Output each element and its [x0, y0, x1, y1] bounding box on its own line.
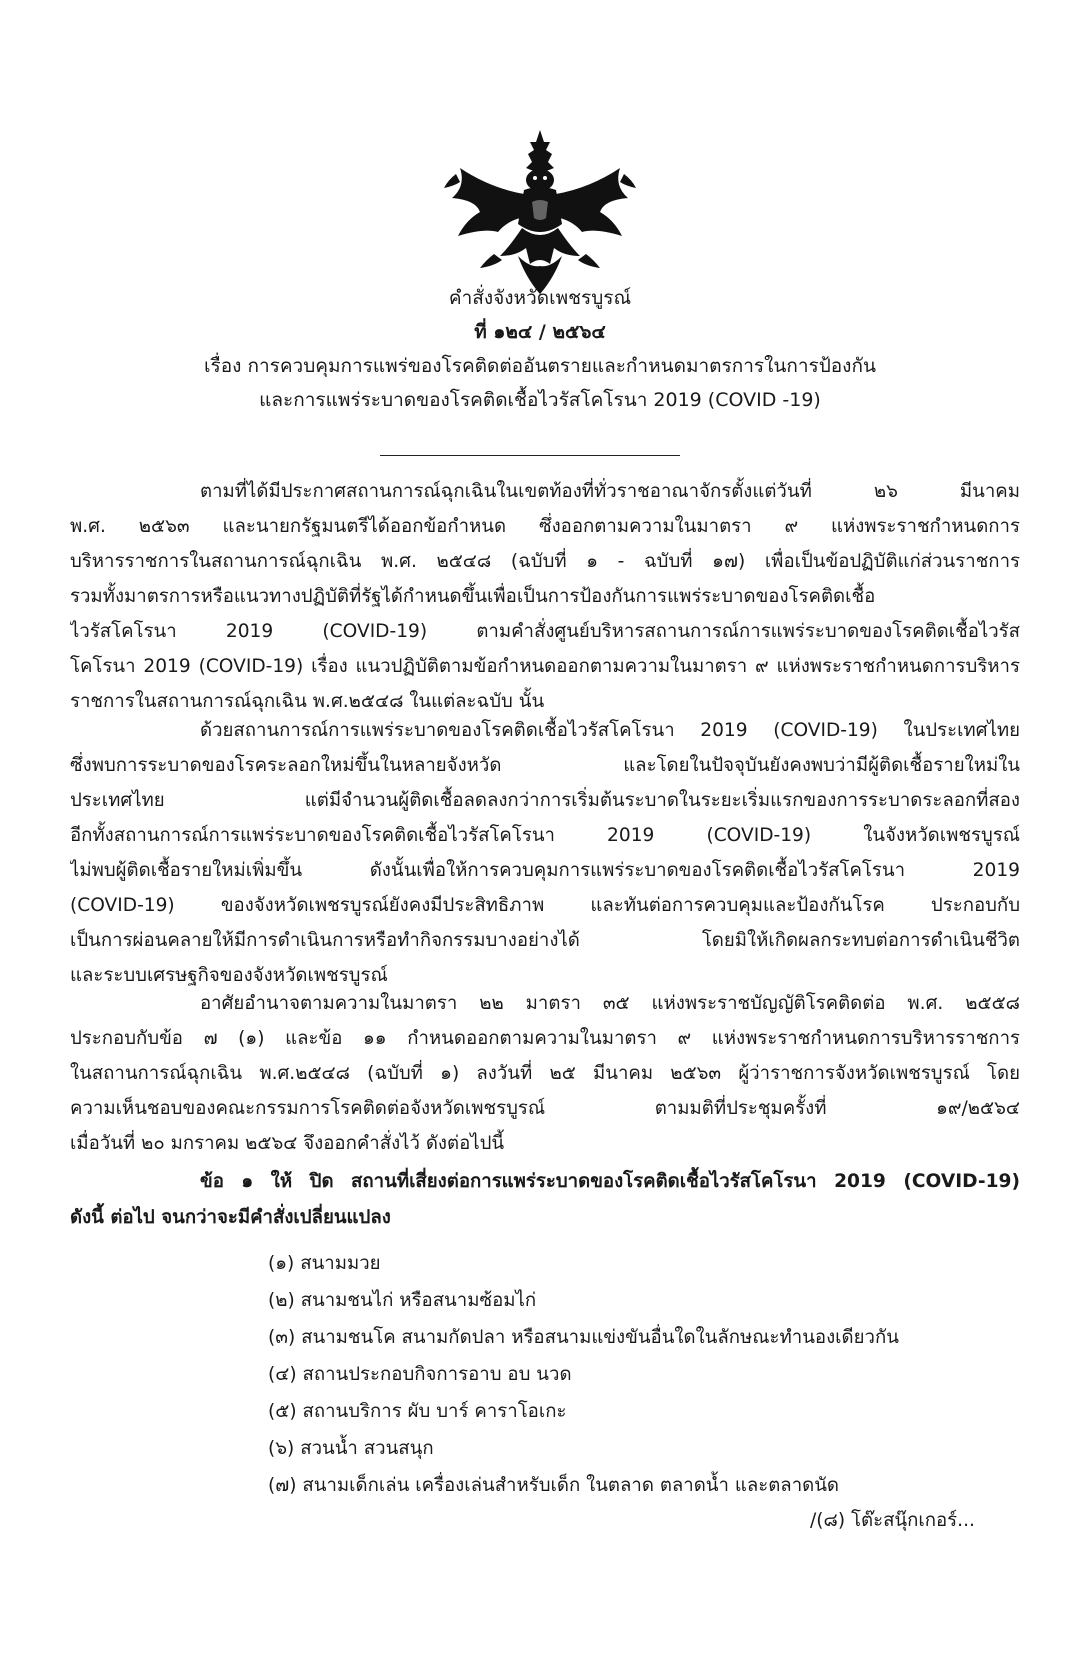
paragraph-line: ด้วยสถานการณ์การแพร่ระบาดของโรคติดเชื้อไวรัสโคโรนา 2019 (COVID-19) ในประเทศไทย	[200, 720, 1020, 741]
paragraph-line: ในสถานการณ์ฉุกเฉิน พ.ศ.๒๕๔๘ (ฉบับที่ ๑) ลงวันที่ ๒๕ มีนาคม ๒๕๖๓ ผู้ว่าราชการจังหวัดเพชรบูรณ์ โดย	[70, 1063, 1020, 1084]
paragraph-line: อาศัยอำนาจตามความในมาตรา ๒๒ มาตรา ๓๕ แห่งพระราชบัญญัติโรคติดต่อ พ.ศ. ๒๕๕๘	[200, 993, 1020, 1014]
paragraph-line: ความเห็นชอบของคณะกรรมการโรคติดต่อจังหวัดเพชรบูรณ์ ตามมติที่ประชุมครั้งที่ ๑๙/๒๕๖๔	[70, 1098, 1020, 1119]
closure-list	[268, 1245, 1028, 1504]
paragraph-line: เป็นการผ่อนคลายให้มีการดำเนินการหรือทำกิจกรรมบางอย่างได้ โดยมิให้เกิดผลกระทบต่อการดำเนินชีวิต	[70, 930, 1020, 951]
paragraph-line: รวมทั้งมาตรการหรือแนวทางปฏิบัติที่รัฐได้กำหนดขึ้นเพื่อเป็นการป้องกันการแพร่ระบาดของโรคติดเชื้อ	[70, 586, 876, 607]
paragraph-line: ไวรัสโคโรนา 2019 (COVID-19) ตามคำสั่งศูนย์บริหารสถานการณ์การแพร่ระบาดของโรคติดเชื้อไวรัส	[70, 621, 1020, 642]
clause-line: ดังนี้ ต่อไป จนกว่าจะมีคำสั่งเปลี่ยนแปลง	[70, 1207, 391, 1228]
clause-line: ข้อ ๑ ให้ ปิด สถานที่เสี่ยงต่อการแพร่ระบาดของโรคติดเชื้อไวรัสโคโรนา 2019 (COVID-19)	[200, 1171, 1020, 1192]
paragraph-line: ประกอบกับข้อ ๗ (๑) และข้อ ๑๑ กำหนดออกตามความในมาตรา ๙ แห่งพระราชกำหนดการบริหารราชการ	[70, 1028, 1020, 1049]
paragraph-line: บริหารราชการในสถานการณ์ฉุกเฉิน พ.ศ. ๒๕๔๘ (ฉบับที่ ๑ - ฉบับที่ ๑๗) เพื่อเป็นข้อปฏิบัติแก่ส่วนราชการ	[70, 551, 1020, 572]
list-item: (๑) สนามมวย	[268, 1253, 381, 1274]
paragraph-line: ไม่พบผู้ติดเชื้อรายใหม่เพิ่มขึ้น ดังนั้นเพื่อให้การควบคุมการแพร่ระบาดของโรคติดเชื้อไวรัสโคโรนา 2019	[70, 860, 1020, 881]
paragraph-line: โคโรนา 2019 (COVID-19) เรื่อง แนวปฏิบัติตามข้อกำหนดออกตามความในมาตรา ๙ แห่งพระราชกำหนดการบริหาร	[70, 656, 1020, 677]
list-item: (๕) สถานบริการ ผับ บาร์ คาราโอเกะ	[268, 1401, 567, 1422]
paragraph-line: ตามที่ได้มีประกาศสถานการณ์ฉุกเฉินในเขตท้องที่ทั่วราชอาณาจักรตั้งแต่วันที่ ๒๖ มีนาคม	[200, 481, 1020, 502]
garuda-emblem-icon	[440, 128, 640, 296]
paragraph-line: เมื่อวันที่ ๒๐ มกราคม ๒๕๖๔ จึงออกคำสั่งไว้ ดังต่อไปนี้	[70, 1133, 505, 1154]
list-item: (๒) สนามชนไก่ หรือสนามซ้อมไก่	[268, 1290, 537, 1311]
paragraph-line: ประเทศไทย แต่มีจำนวนผู้ติดเชื้อลดลงกว่าการเริ่มต้นระบาดในระยะเริ่มแรกของการระบาดระลอกที่สอง	[70, 790, 1020, 811]
paragraph-line: และระบบเศรษฐกิจของจังหวัดเพชรบูรณ์	[70, 965, 388, 986]
header-order-number: ที่ ๑๒๔ / ๒๕๖๔	[474, 321, 606, 343]
header-subject: เรื่อง การควบคุมการแพร่ของโรคติดต่ออันตรายและกำหนดมาตรการในการป้องกัน	[204, 355, 876, 377]
header-subject-cont: และการแพร่ระบาดของโรคติดเชื้อไวรัสโคโรนา 2019 (COVID -19)	[259, 389, 821, 411]
header-org-title: คำสั่งจังหวัดเพชรบูรณ์	[448, 287, 632, 309]
paragraph-line: (COVID-19) ของจังหวัดเพชรบูรณ์ยังคงมีประสิทธิภาพ และทันต่อการควบคุมและป้องกันโรค ประกอบกับ	[70, 895, 1020, 916]
header-divider	[380, 455, 680, 456]
paragraph-line: พ.ศ. ๒๕๖๓ และนายกรัฐมนตรีได้ออกข้อกำหนด ซึ่งออกตามความในมาตรา ๙ แห่งพระราชกำหนดการ	[70, 516, 1020, 537]
list-item: (๗) สนามเด็กเล่น เครื่องเล่นสำหรับเด็ก ในตลาด ตลาดน้ำ และตลาดนัด	[268, 1475, 840, 1496]
list-item: (๖) สวนน้ำ สวนสนุก	[268, 1438, 434, 1459]
header-block	[0, 281, 1080, 417]
paragraph-line: ซึ่งพบการระบาดของโรคระลอกใหม่ขึ้นในหลายจังหวัด และโดยในปัจจุบันยังคงพบว่ามีผู้ติดเชื้อรายใหม่ใน	[70, 755, 1020, 776]
list-item: (๔) สถานประกอบกิจการอาบ อบ นวด	[268, 1364, 572, 1385]
page-continuation: /(๘) โต๊ะสนุ๊กเกอร์...	[810, 1510, 975, 1531]
list-item: (๓) สนามชนโค สนามกัดปลา หรือสนามแข่งขันอื่นใดในลักษณะทำนองเดียวกัน	[268, 1327, 899, 1348]
paragraph-line: ราชการในสถานการณ์ฉุกเฉิน พ.ศ.๒๕๔๘ ในแต่ละฉบับ นั้น	[70, 691, 545, 712]
paragraph-line: อีกทั้งสถานการณ์การแพร่ระบาดของโรคติดเชื้อไวรัสโคโรนา 2019 (COVID-19) ในจังหวัดเพชรบูรณ์	[70, 825, 1020, 846]
